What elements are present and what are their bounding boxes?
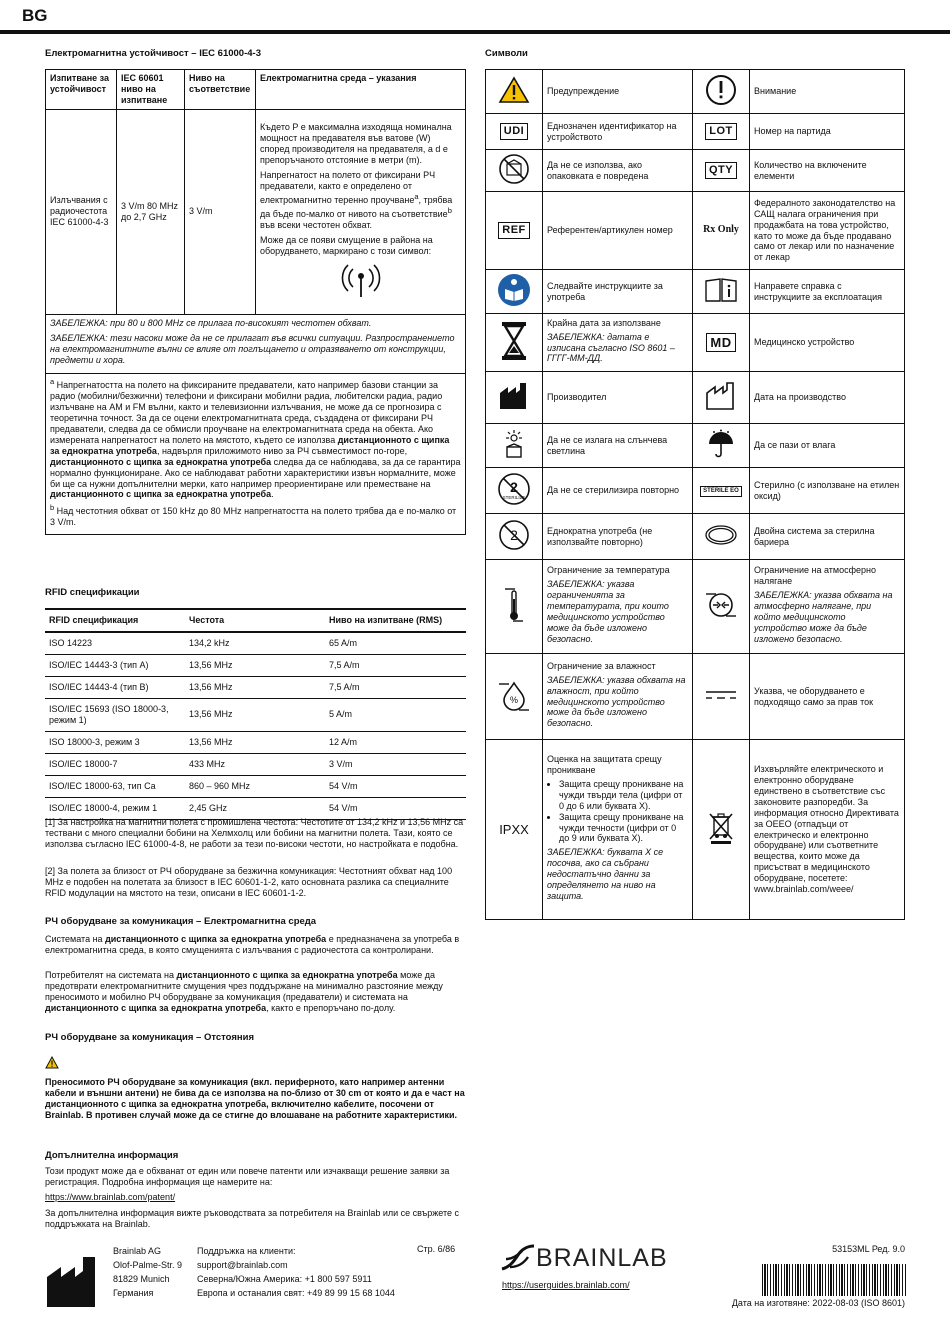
consult-instructions-icon xyxy=(693,270,750,314)
support-email[interactable]: support@brainlab.com xyxy=(197,1260,288,1270)
rfid-header-spec: RFID спецификация xyxy=(45,609,185,632)
symbol-caution: Внимание xyxy=(750,70,905,114)
emc-env-text-2: Напрегнатост на полето от фиксирани РЧ предаватели, както е определено от електромагнитно теренно проучване$^a$, трябва да бъде по-малко от нивото на съответствие$^b$ във всеки честотен обхват. xyxy=(260,169,453,230)
atmospheric-pressure-icon xyxy=(693,560,750,654)
emc-env-text-1: Където P е максимална изходяща номинална мощност на предавателя във ватове (W) според производителя на предавателя, а d е препоръчаното отстояние в метри (m). xyxy=(260,122,452,165)
symbol-do-not-resterilize: Да не се стерилизира повторно xyxy=(543,468,693,514)
patent-link[interactable]: https://www.brainlab.com/patent/ xyxy=(45,1192,176,1202)
barcode xyxy=(762,1264,906,1296)
rf-distance-title: РЧ оборудване за комуникация – Отстояния xyxy=(45,1032,255,1043)
rfid-level-cell: 7,5 A/m xyxy=(325,676,466,698)
brainlab-swirl-icon xyxy=(500,1243,536,1273)
rfid-header-frequency: Честота xyxy=(185,609,325,632)
symbol-humidity-limit: Ограничение за влажност ЗАБЕЛЕЖКА: указва обхвата на влажност, при който медицинското устройство може да бъде изложено безопасно. xyxy=(543,654,693,740)
keep-away-sunlight-icon xyxy=(486,424,543,468)
userguides-link[interactable]: https://userguides.brainlab.com/ xyxy=(502,1280,630,1290)
symbol-rx-only: Федералното законодателство на САЩ налага ограничения при продажбата на това устройство, като то може да бъде продавано само от лекар или по назначение от лекар xyxy=(750,192,905,270)
emc-environment xyxy=(256,109,466,314)
emc-title: Електромагнитна устойчивост – IEC 61000-4-3 xyxy=(45,48,261,59)
symbol-lot: Номер на партида xyxy=(750,114,905,150)
rf-distance-warning: Преносимото РЧ оборудване за комуникация (вкл. периферното, като например антенни кабели и външни антени) не бива да се използва на по-близо от 30 cm от която и да е част на дистанционното с щипка за еднократна употреба, включително кабелите, посочени от Brainlab. В противен случай може да се стигне до влошаване на работните характеристики. xyxy=(45,1077,465,1120)
symbol-weee: Изхвърляйте електрическото и електронно оборудване единствено в съответствие със законовите разпоредби. За информация относно Директивата за ОЕЕО (отпадъци от електрическо и електронно оборудване) или съответните вещества, които може да присъстват в медицинското оборудване, посетете: www.brainlab.com/weee/ xyxy=(750,740,905,920)
rfid-spec-cell: ISO/IEC 18000-63, тип Ca xyxy=(45,775,185,797)
rfid-level-cell: 7,5 A/m xyxy=(325,654,466,676)
language-code: BG xyxy=(22,6,48,25)
damaged-package-icon xyxy=(486,150,543,192)
rfid-level-cell: 5 A/m xyxy=(325,698,466,731)
symbol-expiry: Крайна дата за използване ЗАБЕЛЕЖКА: датата е изписана съгласно ISO 8601 – ГГГГ-ММ-ДД. xyxy=(543,314,693,372)
emc-footnotes xyxy=(46,373,466,535)
qty-icon: QTY xyxy=(693,150,750,192)
single-use-icon xyxy=(486,514,543,560)
warning-icon xyxy=(486,70,543,114)
nonionizing-radiation-icon xyxy=(260,261,461,302)
keep-dry-icon xyxy=(693,424,750,468)
symbol-qty: Количество на включените елементи xyxy=(750,150,905,192)
emc-compliance: 3 V/m xyxy=(185,109,256,314)
rfid-frequency-cell: 2,45 GHz xyxy=(185,797,325,819)
emc-table xyxy=(45,69,466,535)
svg-text:STERILIZE: STERILIZE xyxy=(502,495,526,501)
rf-emc-paragraph-2: Потребителят на системата на дистанционното с щипка за еднократна употреба може да предотврати електромагнитните смущения чрез поддържане на минимално разстояние между преносимото и мобилно РЧ оборудване за комуникация (предаватели) и системата на дистанционното с щипка за еднократна употреба, както е препоръчано по-долу. xyxy=(45,970,443,1013)
caution-icon xyxy=(693,70,750,114)
extra-info-paragraph-1: Този продукт може да е обхванат от един или повече патенти или изчакващи решение заявки за регистрация. Подробна информация ще намерите на: xyxy=(45,1166,450,1187)
symbol-sterile-eo: Стерилно (с използване на етилен оксид) xyxy=(750,468,905,514)
svg-text:2: 2 xyxy=(510,479,518,496)
symbol-follow-instructions: Следвайте инструкциите за употреба xyxy=(543,270,693,314)
rfid-level-cell: 65 A/m xyxy=(325,632,466,655)
symbol-single-use: Еднократна употреба (не използвайте повторно) xyxy=(543,514,693,560)
rfid-frequency-cell: 860 – 960 MHz xyxy=(185,775,325,797)
humidity-limit-icon xyxy=(486,654,543,740)
rfid-row xyxy=(45,698,466,731)
symbol-damaged-package: Да не се използва, ако опаковката е повредена xyxy=(543,150,693,192)
date-of-manufacture-icon xyxy=(693,372,750,424)
emc-header-test: Изпитване за устойчивост xyxy=(46,70,117,110)
rfid-row xyxy=(45,775,466,797)
symbol-manufacturer: Производител xyxy=(543,372,693,424)
symbol-ref: Референтен/артикулен номер xyxy=(543,192,693,270)
symbol-keep-away-sunlight: Да не се излага на слънчева светлина xyxy=(543,424,693,468)
rfid-spec-cell: ISO/IEC 14443-4 (тип B) xyxy=(45,676,185,698)
rfid-row xyxy=(45,753,466,775)
page-number: Стр. 6/86 xyxy=(417,1244,456,1254)
rfid-spec-cell: ISO 14223 xyxy=(45,632,185,655)
rfid-frequency-cell: 134,2 kHz xyxy=(185,632,325,655)
emc-header-environment: Електромагнитна среда – указания xyxy=(256,70,466,110)
temperature-limit-icon xyxy=(486,560,543,654)
extra-info-paragraph-2: За допълнителна информация вижте ръководствата за потребителя на Brainlab или се свържете с поддръжката на Brainlab. xyxy=(45,1208,460,1229)
sterile-eo-icon: STERILE EO xyxy=(693,468,750,514)
emc-level: 3 V/m 80 MHz до 2,7 GHz xyxy=(117,109,185,314)
emc-header-compliance: Ниво на съответствие xyxy=(185,70,256,110)
rfid-header-level: Ниво на изпитване (RMS) xyxy=(325,609,466,632)
rfid-frequency-cell: 13,56 MHz xyxy=(185,731,325,753)
rfid-spec-cell: ISO/IEC 14443-3 (тип A) xyxy=(45,654,185,676)
emc-note-1: ЗАБЕЛЕЖКА: при 80 и 800 MHz се прилага по-високият честотен обхват. xyxy=(50,317,372,328)
symbol-md: Медицинско устройство xyxy=(750,314,905,372)
svg-text:%: % xyxy=(509,695,519,706)
symbols-title: Символи xyxy=(485,48,528,59)
symbol-direct-current: Указва, че оборудването е подходящо само за прав ток xyxy=(750,654,905,740)
rfid-level-cell: 12 A/m xyxy=(325,731,466,753)
rfid-spec-cell: ISO/IEC 15693 (ISO 18000-3, режим 1) xyxy=(45,698,185,731)
customer-support: Поддръжка на клиенти: support@brainlab.com Северна/Южна Америка: +1 800 597 5911 Европа и останалия свят: +49 89 99 15 68 1044 xyxy=(197,1246,395,1298)
rfid-table xyxy=(45,608,466,820)
rfid-frequency-cell: 13,56 MHz xyxy=(185,698,325,731)
svg-text:2: 2 xyxy=(510,527,518,544)
symbol-date-of-manufacture: Дата на производство xyxy=(750,372,905,424)
rfid-spec-cell: ISO 18000-3, режим 3 xyxy=(45,731,185,753)
udi-icon: UDI xyxy=(486,114,543,150)
rfid-frequency-cell: 13,56 MHz xyxy=(185,676,325,698)
symbol-temperature-limit: Ограничение за температура ЗАБЕЛЕЖКА: указва ограниченията за температурата, при които медицинското устройство може да бъде изложено безопасно. xyxy=(543,560,693,654)
symbol-atmospheric-pressure: Ограничение на атмосферно налягане ЗАБЕЛЕЖКА: указва обхвата на атмосферно налягане, при който медицинското устройство може да бъде изложено безопасно. xyxy=(750,560,905,654)
document-number: 53153ML Ред. 9.0 xyxy=(832,1244,905,1254)
symbol-warning: Предупреждение xyxy=(543,70,693,114)
rfid-level-cell: 54 V/m xyxy=(325,775,466,797)
emc-notes xyxy=(46,314,466,373)
hourglass-icon xyxy=(486,314,543,372)
rfid-footnote-1: [1] За настройка на магнитни полета с промишлена честота: Честотите от 134,2 kHz и 13,56 MHz са тествани с много специални бобини на Хелмхолц или бобини на магнитни полета. Тази, която се използва съгласно IEC 61000-4-8, не работи за тези по-високи честоти, но настройката е подобна. xyxy=(45,817,464,849)
rfid-level-cell: 54 V/m xyxy=(325,797,466,819)
company-address: Brainlab AG Olof-Palme-Str. 9 81829 Munich Германия xyxy=(113,1246,183,1298)
header-rule xyxy=(0,30,950,34)
rfid-spec-cell: ISO/IEC 18000-7 xyxy=(45,753,185,775)
lot-icon: LOT xyxy=(693,114,750,150)
brainlab-logo: BRAINLAB xyxy=(500,1243,668,1274)
symbol-double-barrier: Двойна система за стерилна бариера xyxy=(750,514,905,560)
emc-test: Излъчвания с радиочестота IEC 61000-4-3 xyxy=(46,109,117,314)
direct-current-icon xyxy=(693,654,750,740)
creation-date: Дата на изготвяне: 2022-08-03 (ISO 8601) xyxy=(731,1298,905,1308)
symbols-table xyxy=(485,69,905,920)
emc-header-level: IEC 60601 ниво на изпитване xyxy=(117,70,185,110)
warning-triangle-icon xyxy=(45,1056,59,1072)
rf-emc-paragraph-1: Системата на дистанционното с щипка за еднократна употреба е предназначена за употреба в електромагнитна среда, в която смущенията с излъчвания с радиочестота са контролирани. xyxy=(45,934,460,955)
rfid-footnote-2: [2] За полета за близост от РЧ оборудване за безжична комуникация: Честотният обхват над 100 MHz е подобен на полетата за близост в IEC 60601-1-2, като основната разлика са специалните RFID модулации на мястото на тези, описани в IEC 60601-1-2. xyxy=(45,866,453,898)
ref-icon: REF xyxy=(486,192,543,270)
symbol-ip-rating: Оценка на защитата срещу проникване • Защита срещу проникване на чужди твърди тела (цифри от 0 до 6 или буквата X). • Защита срещу проникване на чужди течности (цифри от 0 до 9 или буквата X). ЗАБЕЛЕЖКА: буквата X се посочва, ако са събрани недостатъчно данни за определянето на ниво на защита. xyxy=(543,740,693,920)
rfid-spec-cell: ISO/IEC 18000-4, режим 1 xyxy=(45,797,185,819)
rfid-row xyxy=(45,676,466,698)
rfid-frequency-cell: 13,56 MHz xyxy=(185,654,325,676)
weee-bin-icon xyxy=(693,740,750,920)
rfid-row xyxy=(45,731,466,753)
emc-footnote-a: $^a$ Напрегнатостта на полето на фиксираните предаватели, като например базови станции за радио (мобилни/безжични) телефони и фиксирани мобилни радиа, любителски радиа, радио излъчване на AM и FM вълни, както и телевизионни излъчвания, не може да се прогнозира с теоретична точност. За да се оцени електромагнитната среда, създадена от фиксирани РЧ предаватели, следва да се обмисли проучване на електромагнитната среда на обекта. Ако измерената напрегнатост на полето на мястото, където се използва дистанционното с щипка за еднократна употреба, надвърля приложимото ниво за РЧ съвместимост по-горе, дистанционното с щипка за еднократна употреба следва да се наблюдава, за да се гарантира нормално функциониране. Ако се наблюдават работни характеристики извън нормалните, може би ще са нужни допълнителни мерки, като например преориентиране или преместване на дистанционното с щипка за еднократна употреба. xyxy=(50,376,461,500)
emc-note-2: ЗАБЕЛЕЖКА: тези насоки може да не се прилагат във всички ситуации. Разпространението на електромагнитните вълни се влияе от поглъщането и отразяването от конструкции, предмети и хора. xyxy=(50,332,455,365)
symbol-udi: Еднозначен идентификатор на устройството xyxy=(543,114,693,150)
follow-instructions-icon xyxy=(486,270,543,314)
symbol-consult-instructions: Направете справка с инструкциите за експлоатация xyxy=(750,270,905,314)
rfid-level-cell: 3 V/m xyxy=(325,753,466,775)
emc-footnote-b: $^b$ Над честотния обхват от 150 kHz до 80 MHz напрегнатостта на полето трябва да е по-малко от 3 V/m. xyxy=(50,503,457,528)
symbol-keep-dry: Да се пази от влага xyxy=(750,424,905,468)
emc-env-text-3: Може да се появи смущение в района на оборудването, маркирано с този символ: xyxy=(260,234,433,256)
rfid-frequency-cell: 433 MHz xyxy=(185,753,325,775)
double-barrier-icon xyxy=(693,514,750,560)
md-icon: MD xyxy=(693,314,750,372)
rf-emc-title: РЧ оборудване за комуникация – Електромагнитна среда xyxy=(45,916,317,927)
extra-info-title: Допълнителна информация xyxy=(45,1150,179,1161)
manufacturer-icon xyxy=(486,372,543,424)
do-not-resterilize-icon xyxy=(486,468,543,514)
rfid-row xyxy=(45,654,466,676)
rx-only-icon: Rx Only xyxy=(693,192,750,270)
rfid-row xyxy=(45,632,466,655)
manufacturer-logo-icon xyxy=(45,1255,103,1312)
rfid-title: RFID спецификации xyxy=(45,587,140,598)
ipxx-icon: IPXX xyxy=(486,740,543,920)
